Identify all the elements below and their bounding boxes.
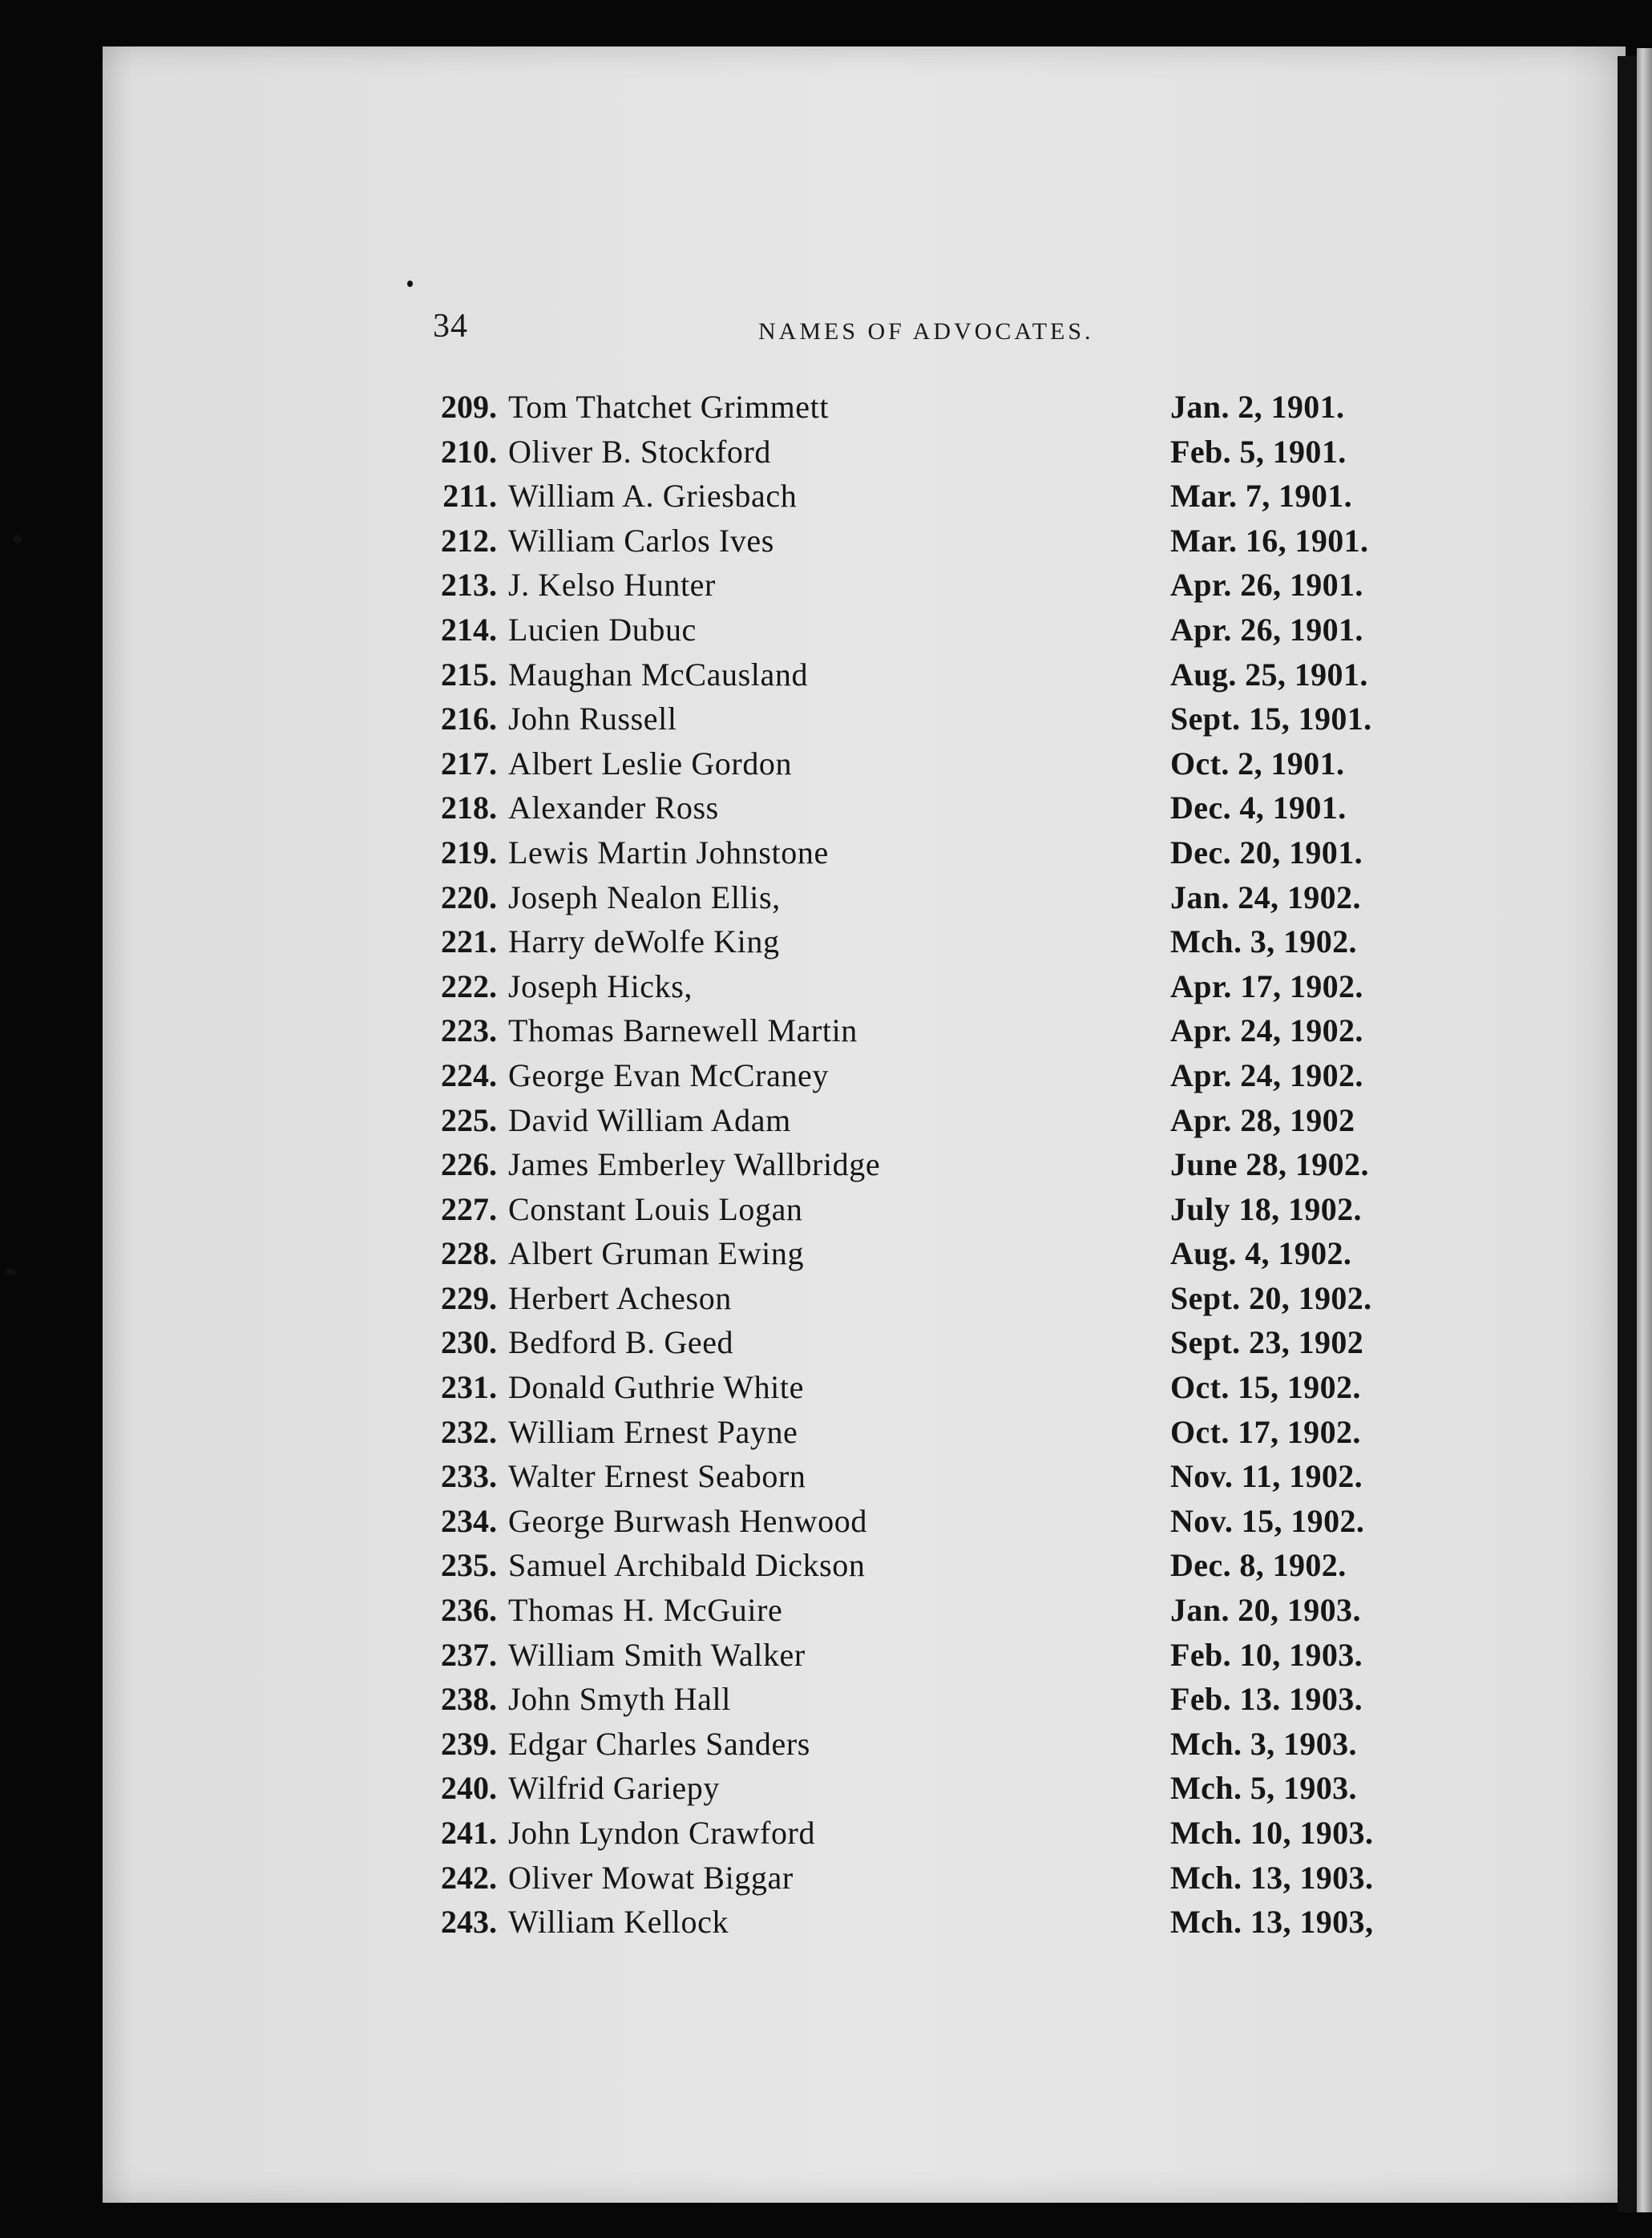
- advocate-name: Harry deWolfe King: [508, 923, 780, 960]
- advocate-name: George Burwash Henwood: [508, 1502, 867, 1539]
- advocate-name: Joseph Hicks,: [508, 968, 693, 1004]
- admission-date: Dec. 4, 1901.: [1170, 790, 1347, 826]
- entry-number: 218.: [441, 790, 497, 826]
- advocate-entry: [0, 1677, 1652, 1722]
- advocate-name: Alexander Ross: [508, 790, 719, 826]
- admission-date: June 28, 1902.: [1170, 1146, 1369, 1183]
- admission-date: Nov. 11, 1902.: [1170, 1458, 1363, 1495]
- admission-date: Dec. 20, 1901.: [1170, 834, 1363, 871]
- advocate-entry: [0, 1499, 1652, 1544]
- advocate-name: John Russell: [508, 701, 677, 737]
- entry-number: 240.: [441, 1770, 497, 1807]
- entry-number: 239.: [441, 1725, 497, 1762]
- advocate-entry: [0, 964, 1652, 1009]
- admission-date: Apr. 28, 1902: [1170, 1101, 1355, 1138]
- advocate-entry: [0, 385, 1652, 430]
- entry-number: 220.: [441, 879, 497, 915]
- advocate-name: Lucien Dubuc: [508, 611, 697, 648]
- advocate-entry: [0, 1098, 1652, 1143]
- admission-date: Apr. 17, 1902.: [1170, 968, 1363, 1004]
- admission-date: Oct. 2, 1901.: [1170, 745, 1345, 782]
- entry-number: 233.: [441, 1458, 497, 1495]
- entry-number: 210.: [441, 433, 497, 470]
- entry-number: 222.: [441, 968, 497, 1004]
- advocate-entry: [0, 786, 1652, 830]
- advocate-entry: [0, 563, 1652, 608]
- entry-number: 241.: [441, 1815, 497, 1851]
- advocate-entry: [0, 519, 1652, 564]
- entry-number: 237.: [441, 1636, 497, 1673]
- entry-number: 214.: [441, 611, 497, 648]
- admission-date: Jan. 2, 1901.: [1170, 389, 1345, 425]
- entry-number: 235.: [441, 1547, 497, 1584]
- admission-date: Jan. 24, 1902.: [1170, 879, 1361, 915]
- advocate-name: Albert Gruman Ewing: [508, 1235, 805, 1272]
- advocate-name: Constant Louis Logan: [508, 1190, 803, 1227]
- advocate-entry: [0, 652, 1652, 697]
- entry-number: 243.: [441, 1904, 497, 1941]
- advocate-entry: [0, 1722, 1652, 1767]
- advocate-name: Tom Thatchet Grimmett: [508, 389, 830, 425]
- advocate-entry: [0, 1276, 1652, 1321]
- entry-number: 209.: [441, 389, 497, 425]
- advocate-name: Albert Leslie Gordon: [508, 745, 793, 782]
- admission-date: Apr. 24, 1902.: [1170, 1056, 1363, 1093]
- running-head: NAMES OF ADVOCATES.: [758, 318, 1094, 345]
- advocate-entry: [0, 1053, 1652, 1098]
- admission-date: Aug. 25, 1901.: [1170, 656, 1368, 693]
- admission-date: Mch. 13, 1903,: [1170, 1904, 1374, 1941]
- admission-date: Feb. 10, 1903.: [1170, 1636, 1363, 1673]
- advocate-name: George Evan McCraney: [508, 1056, 830, 1093]
- admission-date: Feb. 13. 1903.: [1170, 1681, 1363, 1718]
- advocate-name: Wilfrid Gariepy: [508, 1770, 720, 1807]
- advocate-name: Thomas Barnewell Martin: [508, 1012, 858, 1049]
- advocate-entry: [0, 1633, 1652, 1678]
- entry-number: 242.: [441, 1859, 497, 1896]
- admission-date: Mch. 3, 1903.: [1170, 1725, 1357, 1762]
- admission-date: Oct. 15, 1902.: [1170, 1369, 1361, 1406]
- advocate-name: John Lyndon Crawford: [508, 1815, 816, 1851]
- admission-date: Apr. 24, 1902.: [1170, 1012, 1363, 1049]
- advocate-entry: [0, 1454, 1652, 1499]
- advocate-list: [0, 385, 1652, 1945]
- advocate-name: Donald Guthrie White: [508, 1369, 804, 1406]
- admission-date: Nov. 15, 1902.: [1170, 1502, 1365, 1539]
- entry-number: 238.: [441, 1681, 497, 1718]
- advocate-entry: [0, 430, 1652, 475]
- admission-date: Jan. 20, 1903.: [1170, 1592, 1361, 1629]
- advocate-name: William Carlos Ives: [508, 522, 774, 559]
- entry-number: 221.: [441, 923, 497, 960]
- advocate-entry: [0, 875, 1652, 920]
- advocate-name: Oliver Mowat Biggar: [508, 1859, 794, 1896]
- entry-number: 231.: [441, 1369, 497, 1406]
- entry-number: 236.: [441, 1592, 497, 1629]
- advocate-entry: [0, 1231, 1652, 1276]
- entry-number: 228.: [441, 1235, 497, 1272]
- entry-number: 223.: [441, 1012, 497, 1049]
- advocate-name: J. Kelso Hunter: [508, 567, 716, 604]
- advocate-name: Lewis Martin Johnstone: [508, 834, 829, 871]
- advocate-entry: [0, 1588, 1652, 1633]
- page-number: 34: [433, 308, 468, 345]
- entry-number: 225.: [441, 1101, 497, 1138]
- advocate-entry: [0, 1900, 1652, 1945]
- admission-date: Mar. 16, 1901.: [1170, 522, 1369, 559]
- admission-date: Apr. 26, 1901.: [1170, 567, 1363, 604]
- entry-number: 219.: [441, 834, 497, 871]
- advocate-name: Oliver B. Stockford: [508, 433, 772, 470]
- entry-number: 217.: [441, 745, 497, 782]
- admission-date: Sept. 23, 1902: [1170, 1324, 1364, 1361]
- admission-date: Apr. 26, 1901.: [1170, 611, 1363, 648]
- advocate-entry: [0, 1187, 1652, 1232]
- advocate-entry: [0, 1142, 1652, 1187]
- advocate-name: William Ernest Payne: [508, 1413, 798, 1450]
- page-header: [0, 307, 1652, 355]
- advocate-entry: [0, 697, 1652, 741]
- entry-number: 232.: [441, 1413, 497, 1450]
- entry-number: 212.: [441, 522, 497, 559]
- entry-number: 224.: [441, 1056, 497, 1093]
- entry-number: 230.: [441, 1324, 497, 1361]
- advocate-name: William Kellock: [508, 1904, 729, 1941]
- admission-date: Mar. 7, 1901.: [1170, 478, 1353, 515]
- entry-number: 215.: [441, 656, 497, 693]
- advocate-entry: [0, 608, 1652, 652]
- advocate-entry: [0, 919, 1652, 964]
- entry-number: 229.: [441, 1279, 497, 1316]
- advocate-name: Herbert Acheson: [508, 1279, 732, 1316]
- advocate-name: James Emberley Wallbridge: [508, 1146, 881, 1183]
- advocate-entry: [0, 1320, 1652, 1365]
- admission-date: Mch. 3, 1902.: [1170, 923, 1357, 960]
- advocate-entry: [0, 741, 1652, 786]
- advocate-name: Thomas H. McGuire: [508, 1592, 783, 1629]
- advocate-entry: [0, 1811, 1652, 1856]
- admission-date: Mch. 13, 1903.: [1170, 1859, 1374, 1896]
- advocate-name: Maughan McCausland: [508, 656, 809, 693]
- scan-speck: [407, 281, 413, 287]
- advocate-entry: [0, 1008, 1652, 1053]
- admission-date: Sept. 20, 1902.: [1170, 1279, 1372, 1316]
- admission-date: Dec. 8, 1902.: [1170, 1547, 1347, 1584]
- entry-number: 213.: [441, 567, 497, 604]
- entry-number: 234.: [441, 1502, 497, 1539]
- admission-date: Mch. 10, 1903.: [1170, 1815, 1374, 1851]
- advocate-entry: [0, 474, 1652, 519]
- advocate-name: Joseph Nealon Ellis,: [508, 879, 781, 915]
- admission-date: Aug. 4, 1902.: [1170, 1235, 1352, 1272]
- admission-date: Sept. 15, 1901.: [1170, 701, 1372, 737]
- advocate-entry: [0, 1543, 1652, 1588]
- entry-number: 211.: [442, 478, 497, 515]
- advocate-entry: [0, 1856, 1652, 1901]
- advocate-name: William Smith Walker: [508, 1636, 806, 1673]
- entry-number: 226.: [441, 1146, 497, 1183]
- advocate-name: David William Adam: [508, 1101, 791, 1138]
- advocate-name: John Smyth Hall: [508, 1681, 731, 1718]
- advocate-name: William A. Griesbach: [508, 478, 798, 515]
- entry-number: 227.: [441, 1190, 497, 1227]
- admission-date: Mch. 5, 1903.: [1170, 1770, 1357, 1807]
- advocate-name: Edgar Charles Sanders: [508, 1725, 810, 1762]
- advocate-entry: [0, 1410, 1652, 1455]
- advocate-entry: [0, 1365, 1652, 1410]
- admission-date: Oct. 17, 1902.: [1170, 1413, 1361, 1450]
- admission-date: Feb. 5, 1901.: [1170, 433, 1347, 470]
- advocate-entry: [0, 1766, 1652, 1811]
- advocate-name: Walter Ernest Seaborn: [508, 1458, 806, 1495]
- admission-date: July 18, 1902.: [1170, 1190, 1362, 1227]
- advocate-entry: [0, 830, 1652, 875]
- entry-number: 216.: [441, 701, 497, 737]
- advocate-name: Samuel Archibald Dickson: [508, 1547, 866, 1584]
- advocate-name: Bedford B. Geed: [508, 1324, 734, 1361]
